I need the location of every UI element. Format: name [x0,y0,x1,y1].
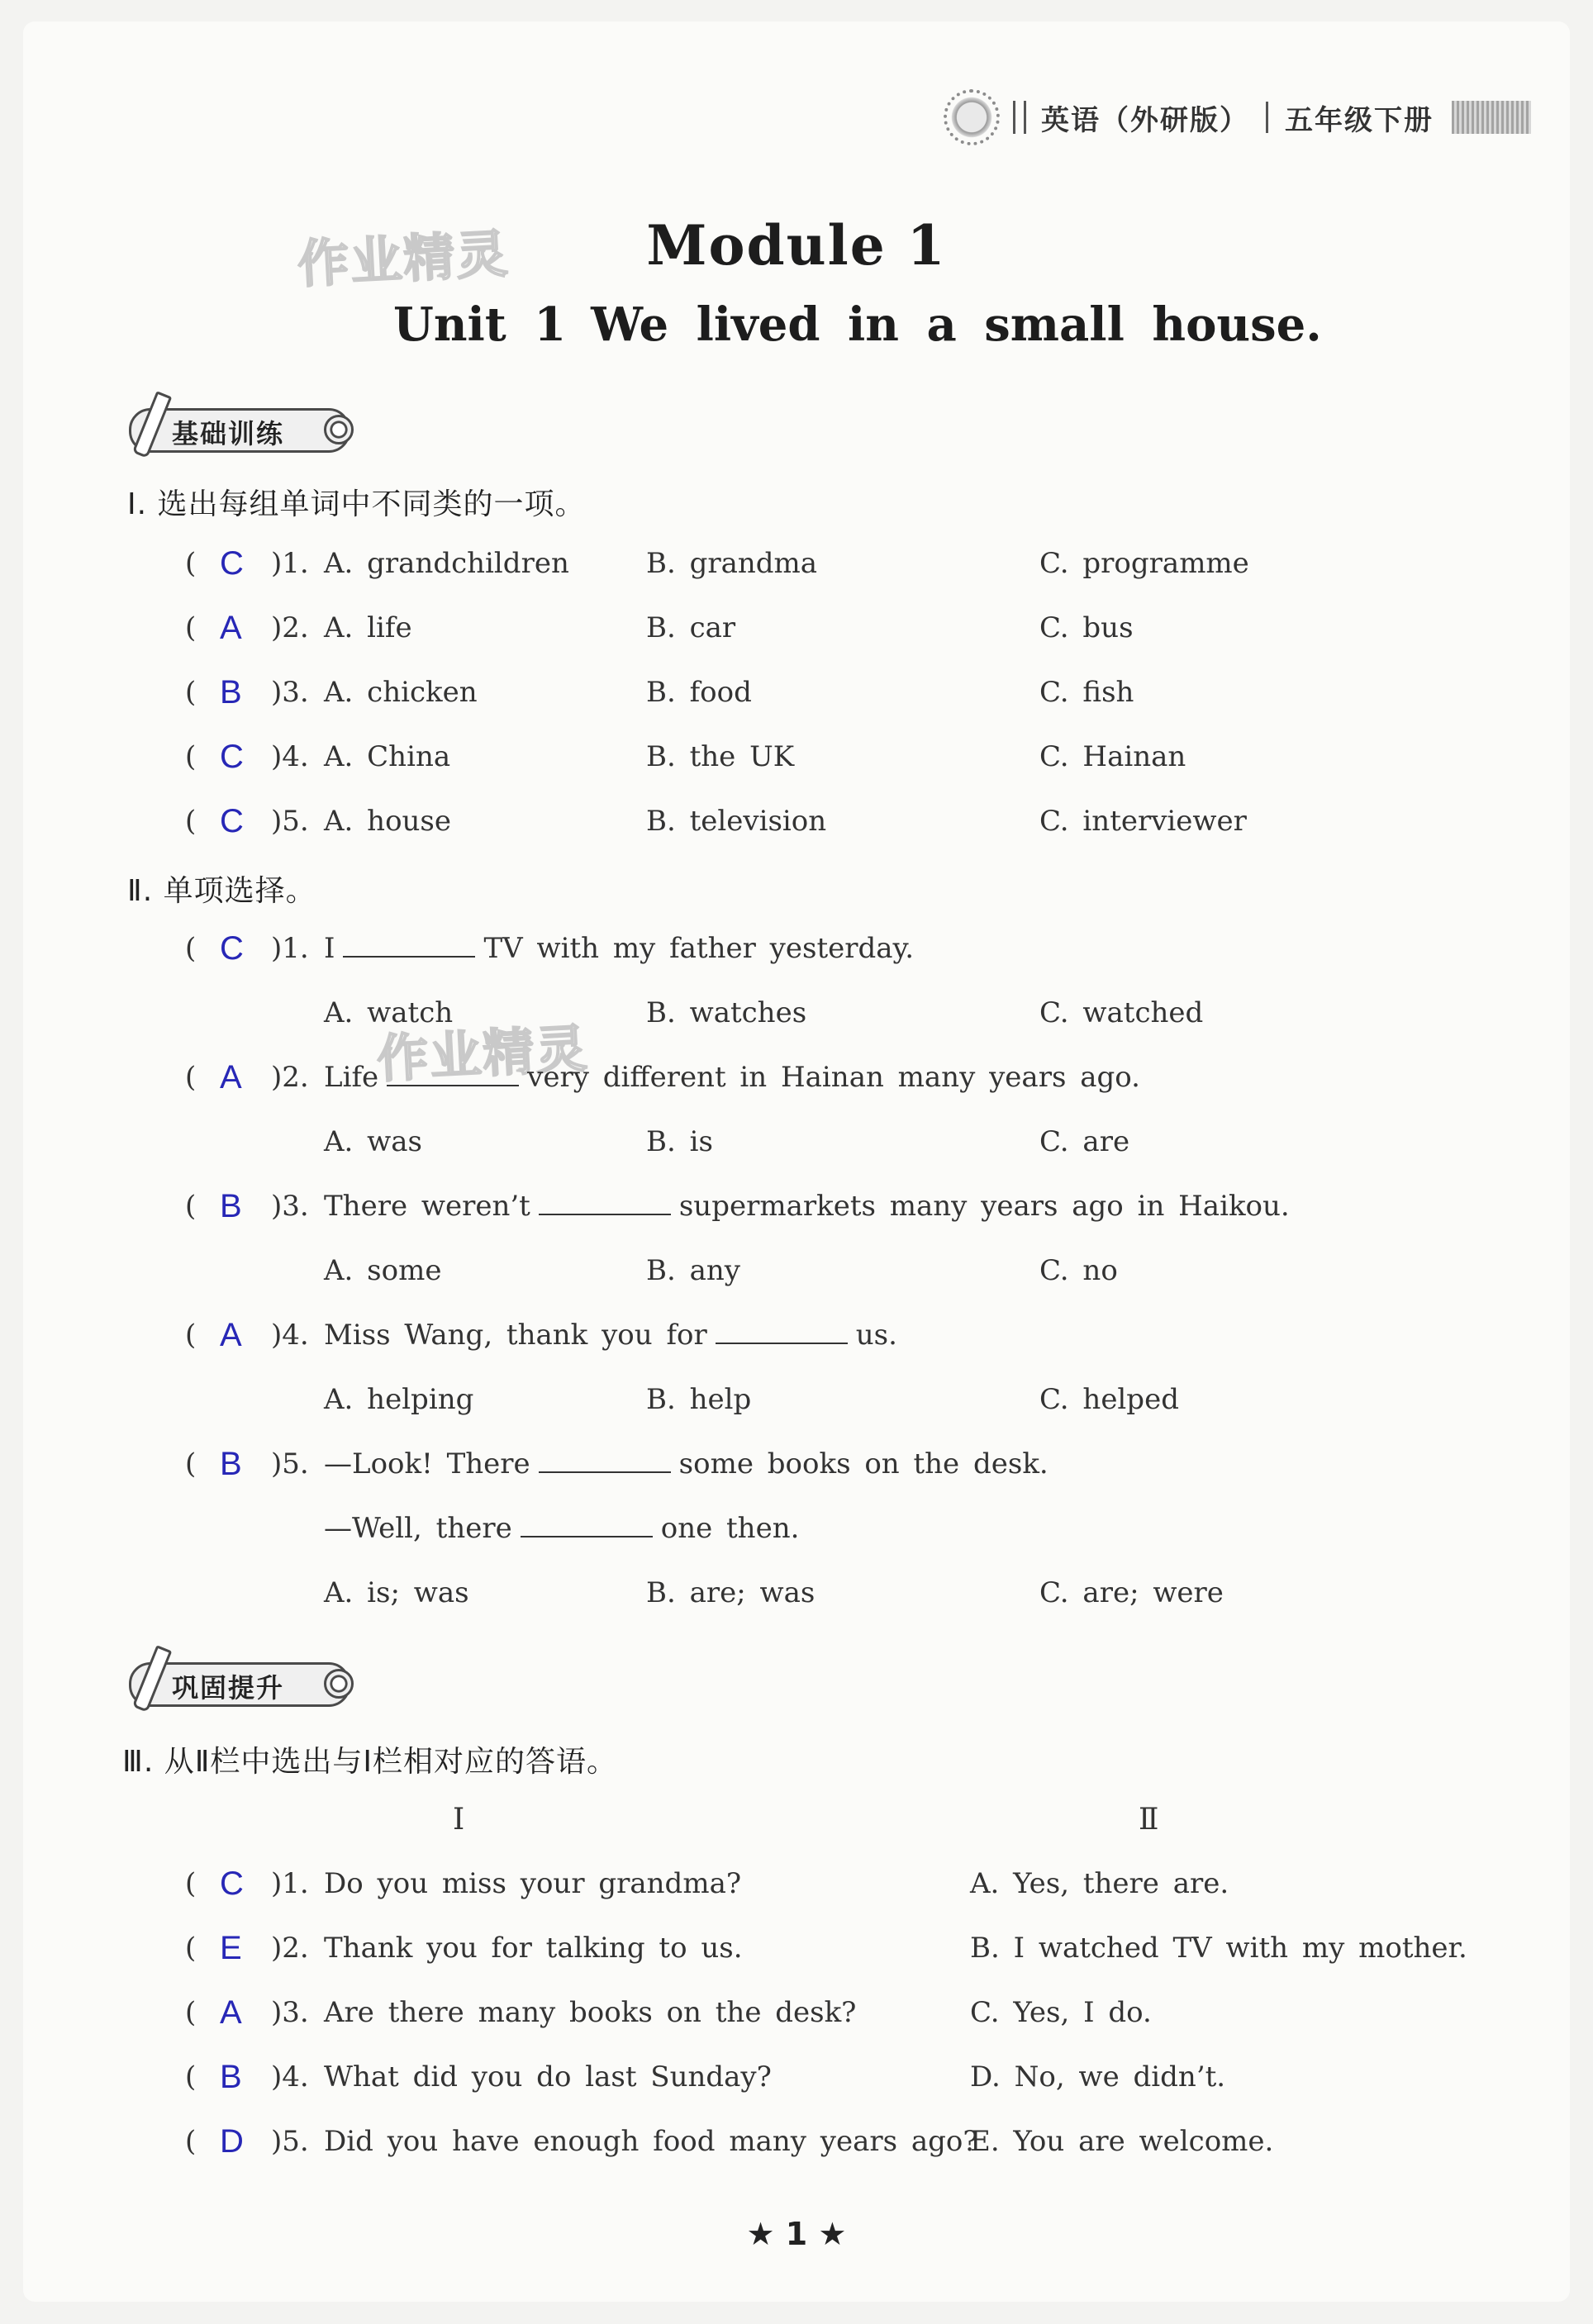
part3-heading: Ⅲ. 从Ⅱ栏中选出与Ⅰ栏相对应的答语。 [122,1745,618,1779]
column-2-reply: E. You are welcome. [970,2125,1274,2158]
option-a: A. was [324,1125,422,1158]
header-decoration [1452,101,1531,134]
column-2-reply: C. Yes, I do. [970,1996,1152,2029]
column-1-sentence: Did you have enough food many years ago? [324,2125,978,2158]
answer-mark: B [220,674,242,711]
answer-blank [521,1514,653,1537]
question-number: )2. [271,1061,309,1094]
option-c: C. bus [1039,611,1134,644]
option-a: A. house [324,805,452,838]
answer-blank [539,1450,671,1473]
option-a: A. life [324,611,412,644]
answer-mark: A [220,1059,242,1095]
module-title: Module 1 [646,213,947,278]
question-number: )5. [271,1447,309,1480]
question-text: Miss Wang, thank you for us. [324,1319,897,1352]
question-text: There weren’t supermarkets many years ago in Haikou. [324,1190,1290,1223]
part2-heading: Ⅱ. 单项选择。 [127,874,316,908]
question-number: )2. [271,611,309,644]
option-b: B. are; was [646,1576,816,1609]
question-number: )4. [271,740,309,773]
ring-icon [324,415,354,444]
option-c: C. interviewer [1039,805,1247,838]
answer-blank [343,934,475,958]
part1-heading: Ⅰ. 选出每组单词中不同类的一项。 [127,487,586,521]
option-a: A. chicken [324,676,478,709]
option-b: B. television [646,805,827,838]
option-b: B. grandma [646,547,818,580]
answer-mark: A [220,1317,242,1353]
sun-logo-icon [949,94,995,140]
option-a: A. China [324,740,451,773]
answer-mark: D [220,2123,244,2160]
answer-mark: B [220,1188,242,1224]
option-c: C. watched [1039,996,1204,1029]
option-a: A. helping [324,1383,474,1416]
column-2-reply: B. I watched TV with my mother. [970,1932,1467,1965]
column-1-sentence: Thank you for talking to us. [324,1932,743,1965]
option-c: C. are [1039,1125,1130,1158]
answer-blank [387,1063,519,1086]
answer-mark: C [220,930,244,967]
answer-mark: B [220,2059,242,2095]
watermark: 作业精灵 [375,1018,591,1090]
answer-mark: A [220,1994,242,2031]
option-b: B. watches [646,996,807,1029]
question-text-line2: —Well, there one then. [324,1512,800,1545]
option-c: C. are; were [1039,1576,1224,1609]
header-subject: 英语（外研版） [1041,103,1249,137]
question-number: )1. [271,932,309,965]
option-b: B. help [646,1383,752,1416]
option-b: B. food [646,676,752,709]
option-b: B. is [646,1125,713,1158]
question-number: )4. [271,1319,309,1352]
question-number: )5. [271,805,309,838]
answer-mark: E [220,1930,242,1966]
question-number: )1. [271,547,309,580]
section-badge-label: 巩固提升 [172,1672,285,1704]
column-2-reply: A. Yes, there are. [970,1867,1229,1900]
section-badge-basic [121,403,360,454]
question-number: )3. [271,1996,309,2029]
header-divider [1013,101,1026,134]
option-c: C. no [1039,1254,1118,1287]
column-1-sentence: What did you do last Sunday? [324,2060,772,2094]
question-text: Life very different in Hainan many years ago. [324,1061,1140,1094]
header-grade: 五年级下册 [1285,103,1434,137]
section-badge-label: 基础训练 [172,418,285,449]
question-text: —Look! There some books on the desk. [324,1447,1049,1480]
question-number: )2. [271,1932,309,1965]
ring-icon [324,1669,354,1699]
option-b: B. any [646,1254,740,1287]
option-a: A. some [324,1254,442,1287]
question-number: )1. [271,1867,309,1900]
page-header [949,93,1531,142]
section-badge-improve [121,1657,360,1709]
column-2-reply: D. No, we didn’t. [970,2060,1226,2094]
answer-mark: A [220,610,242,646]
answer-mark: C [220,545,244,582]
question-number: )3. [271,676,309,709]
question-number: )4. [271,2060,309,2094]
answer-blank [539,1192,671,1215]
answer-mark: C [220,739,244,775]
column-1-sentence: Do you miss your grandma? [324,1867,742,1900]
option-c: C. programme [1039,547,1249,580]
answer-mark: C [220,1865,244,1902]
question-number: )5. [271,2125,309,2158]
question-text: I TV with my father yesterday. [324,932,915,965]
option-b: B. the UK [646,740,795,773]
unit-name: We lived in a small house. [591,297,1322,352]
watermark: 作业精灵 [296,223,511,295]
answer-mark: B [220,1446,242,1482]
column-header-2: Ⅱ [1139,1803,1159,1837]
option-c: C. helped [1039,1383,1179,1416]
option-c: C. Hainan [1039,740,1186,773]
answer-mark: C [220,803,244,839]
unit-title [393,297,1322,352]
question-number: )3. [271,1190,309,1223]
header-separator [1266,102,1268,133]
option-a: A. watch [324,996,454,1029]
unit-number: Unit 1 [393,297,567,352]
option-c: C. fish [1039,676,1134,709]
option-a: A. grandchildren [324,547,569,580]
option-a: A. is; was [324,1576,469,1609]
answer-blank [716,1321,848,1344]
column-header-1: Ⅰ [453,1803,465,1837]
option-b: B. car [646,611,736,644]
column-1-sentence: Are there many books on the desk? [324,1996,857,2029]
page-number: ★ 1 ★ [746,2216,847,2252]
